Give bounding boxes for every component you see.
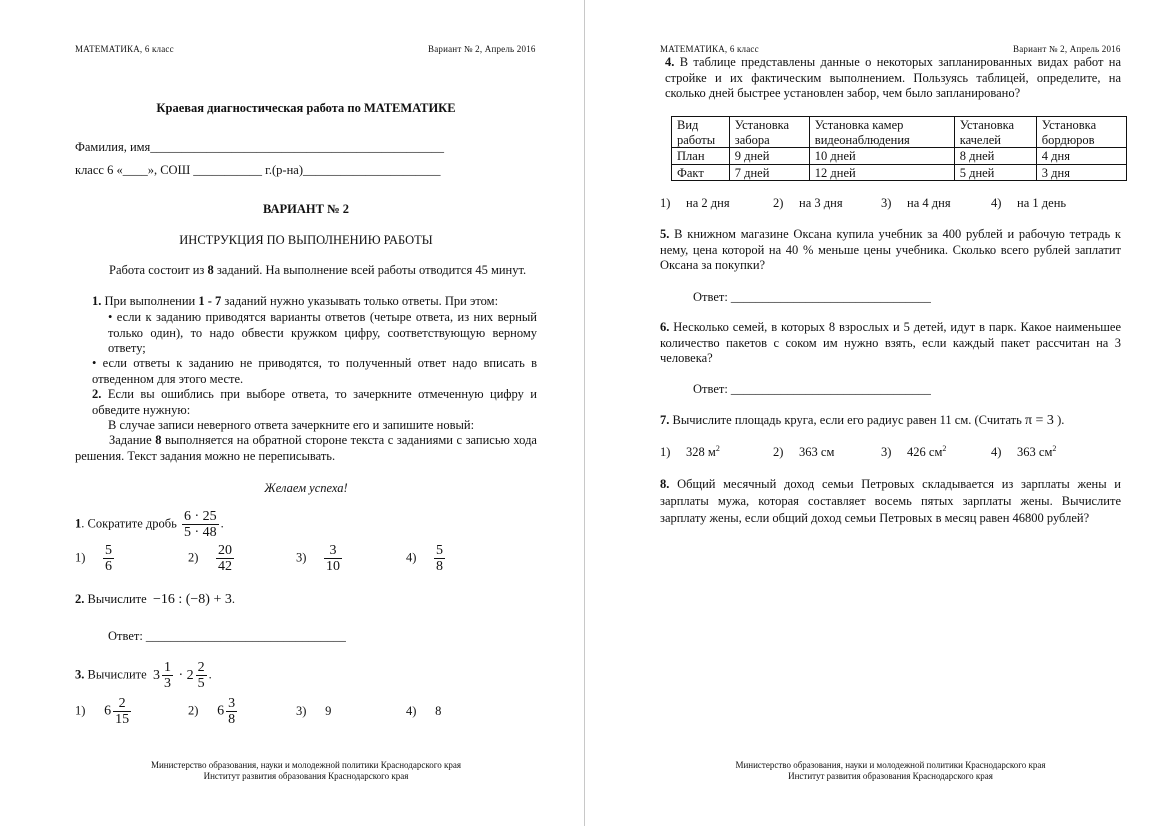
question-1 [75, 509, 224, 540]
option-exponent: 2 [1052, 444, 1057, 453]
intro-task-count: 8 [207, 263, 214, 277]
option-fraction [434, 543, 445, 574]
question-8-number: 8. [660, 477, 670, 491]
table-cell: 12 дней [809, 164, 954, 181]
question-3-mixed-a-denominator: 3 [163, 676, 171, 691]
instruction-bullet-2: • если ответы к заданию не приводятся, то полученный ответ надо вписать в отведенном для этого месте. [92, 356, 537, 386]
option-value: 328 м [686, 445, 716, 460]
question-3-option-4[interactable] [406, 704, 441, 719]
question-7-text: Вычислите площадь круга, если его радиус равен 11 см. (Считать [669, 413, 1025, 427]
option-value: на 2 дня [686, 196, 730, 210]
question-7-number: 7. [660, 413, 670, 427]
page-header-subject: МАТЕМАТИКА, 6 класс [75, 44, 174, 54]
question-6-number: 6. [660, 320, 670, 334]
option-numerator: 20 [218, 543, 233, 558]
question-5-answer-field[interactable]: Ответ: ________________________________ [693, 290, 931, 304]
option-label: 2) [773, 445, 784, 460]
question-3 [75, 660, 212, 691]
question-3-mixed-b-numerator: 2 [197, 660, 205, 675]
option-numerator: 3 [228, 696, 236, 711]
question-7-pi-value: π = 3 [1024, 413, 1054, 428]
option-exponent: 2 [715, 444, 720, 453]
option-label: 1) [75, 550, 86, 565]
table-header-cell: Установка камер видеонаблюдения [809, 117, 954, 148]
footer-ministry: Министерство образования, науки и молодежной политики Краснодарского края [150, 760, 461, 770]
question-4-option-4[interactable] [991, 196, 1066, 211]
name-field-line: Фамилия, имя_______________________________________________ [75, 140, 445, 154]
option-denominator: 6 [105, 559, 113, 574]
option-integer: 6 [217, 703, 225, 719]
class-field-line: класс 6 «____», СОШ ___________ г.(р-на)______________________ [75, 163, 441, 177]
table-cell: План [672, 148, 730, 165]
option-denominator: 8 [228, 712, 236, 727]
right-page [585, 0, 1169, 826]
option-value: на 4 дня [907, 196, 951, 210]
question-7-option-2[interactable] [773, 444, 834, 460]
question-1-option-4[interactable] [406, 543, 447, 574]
table-cell: Факт [672, 164, 730, 181]
question-2-expression: −16 : (−8) + 3 [152, 592, 232, 607]
option-fraction [216, 543, 234, 574]
question-3-period: . [208, 667, 212, 682]
left-page [0, 0, 584, 826]
question-2-period: . [231, 592, 235, 606]
task8-note-text-a: Задание [109, 433, 156, 447]
page-footer [660, 760, 1121, 782]
question-5 [660, 227, 1121, 274]
instructions-heading: ИНСТРУКЦИЯ ПО ВЫПОЛНЕНИЮ РАБОТЫ [179, 233, 433, 247]
table-header-cell: Установка забора [729, 117, 809, 148]
question-3-mixed-a-integer: 3 [152, 667, 160, 683]
question-1-period: . [220, 516, 224, 531]
question-3-operator: · 2 [174, 667, 194, 683]
option-label: 1) [660, 445, 671, 460]
option-label: 4) [406, 550, 417, 565]
question-1-option-3[interactable] [296, 543, 344, 574]
instruction-item-2-text: Если вы ошиблись при выборе ответа, то зачеркните отмеченную цифру и обведите нужную: [92, 387, 537, 417]
footer-ministry: Министерство образования, науки и молодежной политики Краснодарского края [735, 760, 1046, 770]
document-title: Краевая диагностическая работа по МАТЕМАТИКЕ [156, 101, 456, 115]
question-4-number: 4. [665, 55, 675, 69]
table-cell: 7 дней [729, 164, 809, 181]
option-denominator: 10 [326, 559, 341, 574]
question-3-mixed-b-fraction [196, 660, 207, 691]
question-1-fraction-numerator: 6 · 25 [183, 509, 217, 524]
table-cell: 8 дней [954, 148, 1036, 165]
variant-heading: ВАРИАНТ № 2 [262, 202, 350, 216]
question-7 [660, 413, 1064, 429]
option-value: 363 см [1017, 445, 1053, 460]
question-4-option-1[interactable] [660, 196, 730, 211]
question-1-option-1[interactable] [75, 543, 116, 574]
question-4-option-2[interactable] [773, 196, 843, 211]
option-label: 1) [660, 196, 671, 210]
option-numerator: 5 [436, 543, 444, 558]
option-fraction [113, 696, 131, 727]
instruction-item-2-number: 2. [92, 387, 102, 401]
question-5-text: В книжном магазине Оксана купила учебник за 400 рублей и рабочую тетрадь к нему, цена которой на 40 % меньше цены учебника. Сколько всего рублей заплатит Оксана за покупки? [660, 227, 1121, 272]
option-label: 4) [991, 196, 1002, 210]
page-header-subject: МАТЕМАТИКА, 6 класс [660, 44, 759, 54]
instruction-bullet-1: • если к заданию приводятся варианты ответов (четыре ответа, из них верный только один), то надо обвести кружком цифру, соответствующую верному ответу; [108, 310, 537, 355]
option-fraction [226, 696, 237, 727]
question-1-fraction [182, 509, 219, 540]
table-cell: 10 дней [809, 148, 954, 165]
intro-text-c: заданий. На выполнение всей работы отводится 45 минут. [213, 263, 527, 277]
question-7-option-4[interactable] [991, 444, 1056, 460]
instruction-item-2 [92, 387, 537, 418]
option-denominator: 42 [218, 559, 233, 574]
question-2-number: 2. [75, 592, 85, 606]
question-3-option-2[interactable] [188, 696, 239, 727]
option-label: 4) [406, 704, 417, 718]
intro-text-a: Работа состоит из [109, 263, 208, 277]
question-4 [665, 55, 1121, 102]
question-6-text: Несколько семей, в которых 8 взрослых и 5 детей, идут в парк. Какое наименьшее количество пакетов с соком им нужно взять, если каждый пакет рассчитан на 3 человека? [660, 320, 1121, 365]
option-integer: 6 [104, 703, 112, 719]
question-1-number: 1 [75, 516, 82, 531]
option-label: 3) [296, 704, 307, 718]
instruction-item-1 [92, 294, 537, 310]
instruction-item-1-text-a: При выполнении [104, 294, 199, 308]
option-numerator: 2 [113, 696, 131, 712]
option-label: 2) [188, 703, 199, 718]
option-value: 9 [325, 704, 332, 718]
question-4-option-3[interactable] [881, 196, 951, 211]
table-row [672, 148, 1127, 165]
question-7-end: ). [1057, 413, 1065, 427]
question-6 [660, 320, 1121, 367]
question-2-text: Вычислите [84, 592, 150, 606]
intro-paragraph [75, 263, 537, 279]
instruction-item-1-number: 1. [92, 294, 102, 308]
correction-note: В случае записи неверного ответа зачеркните его и запишите новый: [108, 418, 475, 432]
task8-note [75, 433, 537, 464]
question-6-answer-field[interactable]: Ответ: ________________________________ [693, 382, 931, 396]
question-3-option-1[interactable] [75, 696, 133, 727]
task8-note-text-c: выполняется на обратной стороне текста с заданиями с записью хода решения. Текст задания можно не переписывать. [75, 433, 537, 463]
page-footer [75, 760, 537, 782]
option-label: 3) [881, 445, 892, 460]
option-value: 363 см [799, 445, 835, 460]
page-header-variant: Вариант № 2, Апрель 2016 [1013, 44, 1121, 54]
question-3-number: 3. [75, 667, 85, 682]
question-7-option-1[interactable] [660, 444, 720, 460]
option-label: 3) [296, 550, 307, 565]
table-header-cell: Установка качелей [954, 117, 1036, 148]
table-header-cell: Вид работы [672, 117, 730, 148]
instruction-item-1-text-c: заданий нужно указывать только ответы. При этом: [221, 294, 499, 308]
option-numerator: 3 [324, 543, 342, 559]
table-cell: 3 дня [1036, 164, 1126, 181]
instruction-item-1-range: 1 - 7 [198, 294, 222, 308]
question-3-text: Вычислите [84, 667, 150, 682]
question-8 [660, 476, 1121, 527]
question-3-mixed-b-denominator: 5 [197, 676, 205, 691]
page-header-variant: Вариант № 2, Апрель 2016 [428, 44, 536, 54]
option-fraction [103, 543, 114, 574]
option-value: 426 см [907, 445, 943, 460]
option-label: 2) [188, 550, 199, 565]
option-label: 2) [773, 196, 784, 210]
question-5-number: 5. [660, 227, 670, 241]
option-value: на 1 день [1017, 196, 1067, 210]
option-denominator: 15 [115, 712, 130, 727]
option-exponent: 2 [942, 444, 947, 453]
question-7-option-3[interactable] [881, 444, 946, 460]
question-3-option-3[interactable] [296, 704, 331, 719]
question-3-mixed-a-numerator: 1 [163, 660, 171, 675]
question-1-fraction-denominator: 5 · 48 [183, 525, 217, 540]
table-cell: 9 дней [729, 148, 809, 165]
option-numerator: 5 [105, 543, 113, 558]
good-luck-wish: Желаем успеха! [264, 481, 348, 495]
question-4-text: В таблице представлены данные о некоторых запланированных видах работ на стройке и их фактическим выполнением. Пользуясь таблицей, определите, на сколько дней быстрее установлен забор, чем было запланировано? [665, 55, 1121, 100]
question-1-text: . Сократите дробь [81, 516, 177, 531]
option-value: на 3 дня [799, 196, 843, 210]
task8-note-number: 8 [155, 433, 162, 447]
option-label: 4) [991, 445, 1002, 460]
question-1-option-2[interactable] [188, 543, 236, 574]
table-cell: 5 дней [954, 164, 1036, 181]
question-2 [75, 592, 235, 608]
table-cell: 4 дня [1036, 148, 1126, 165]
question-2-answer-field[interactable]: Ответ: ________________________________ [108, 629, 346, 643]
option-label: 3) [881, 196, 892, 210]
option-fraction [324, 543, 342, 574]
footer-institute: Институт развития образования Краснодарского края [788, 771, 993, 781]
question-8-text: Общий месячный доход семьи Петровых складывается из зарплаты жены и зарплаты мужа, которая составляет восемь пятых зарплаты жены. Вычислите зарплату жены, если общий доход семьи Петровых в месяц равен 46800 рублей? [660, 477, 1121, 525]
footer-institute: Институт развития образования Краснодарского края [203, 771, 409, 781]
work-schedule-table [671, 116, 1127, 181]
table-row [672, 164, 1127, 181]
table-header-row [672, 117, 1127, 148]
option-label: 1) [75, 703, 86, 718]
question-3-mixed-a-fraction [162, 660, 173, 691]
option-denominator: 8 [436, 559, 444, 574]
table-header-cell: Установка бордюров [1036, 117, 1126, 148]
option-value: 8 [435, 704, 442, 718]
